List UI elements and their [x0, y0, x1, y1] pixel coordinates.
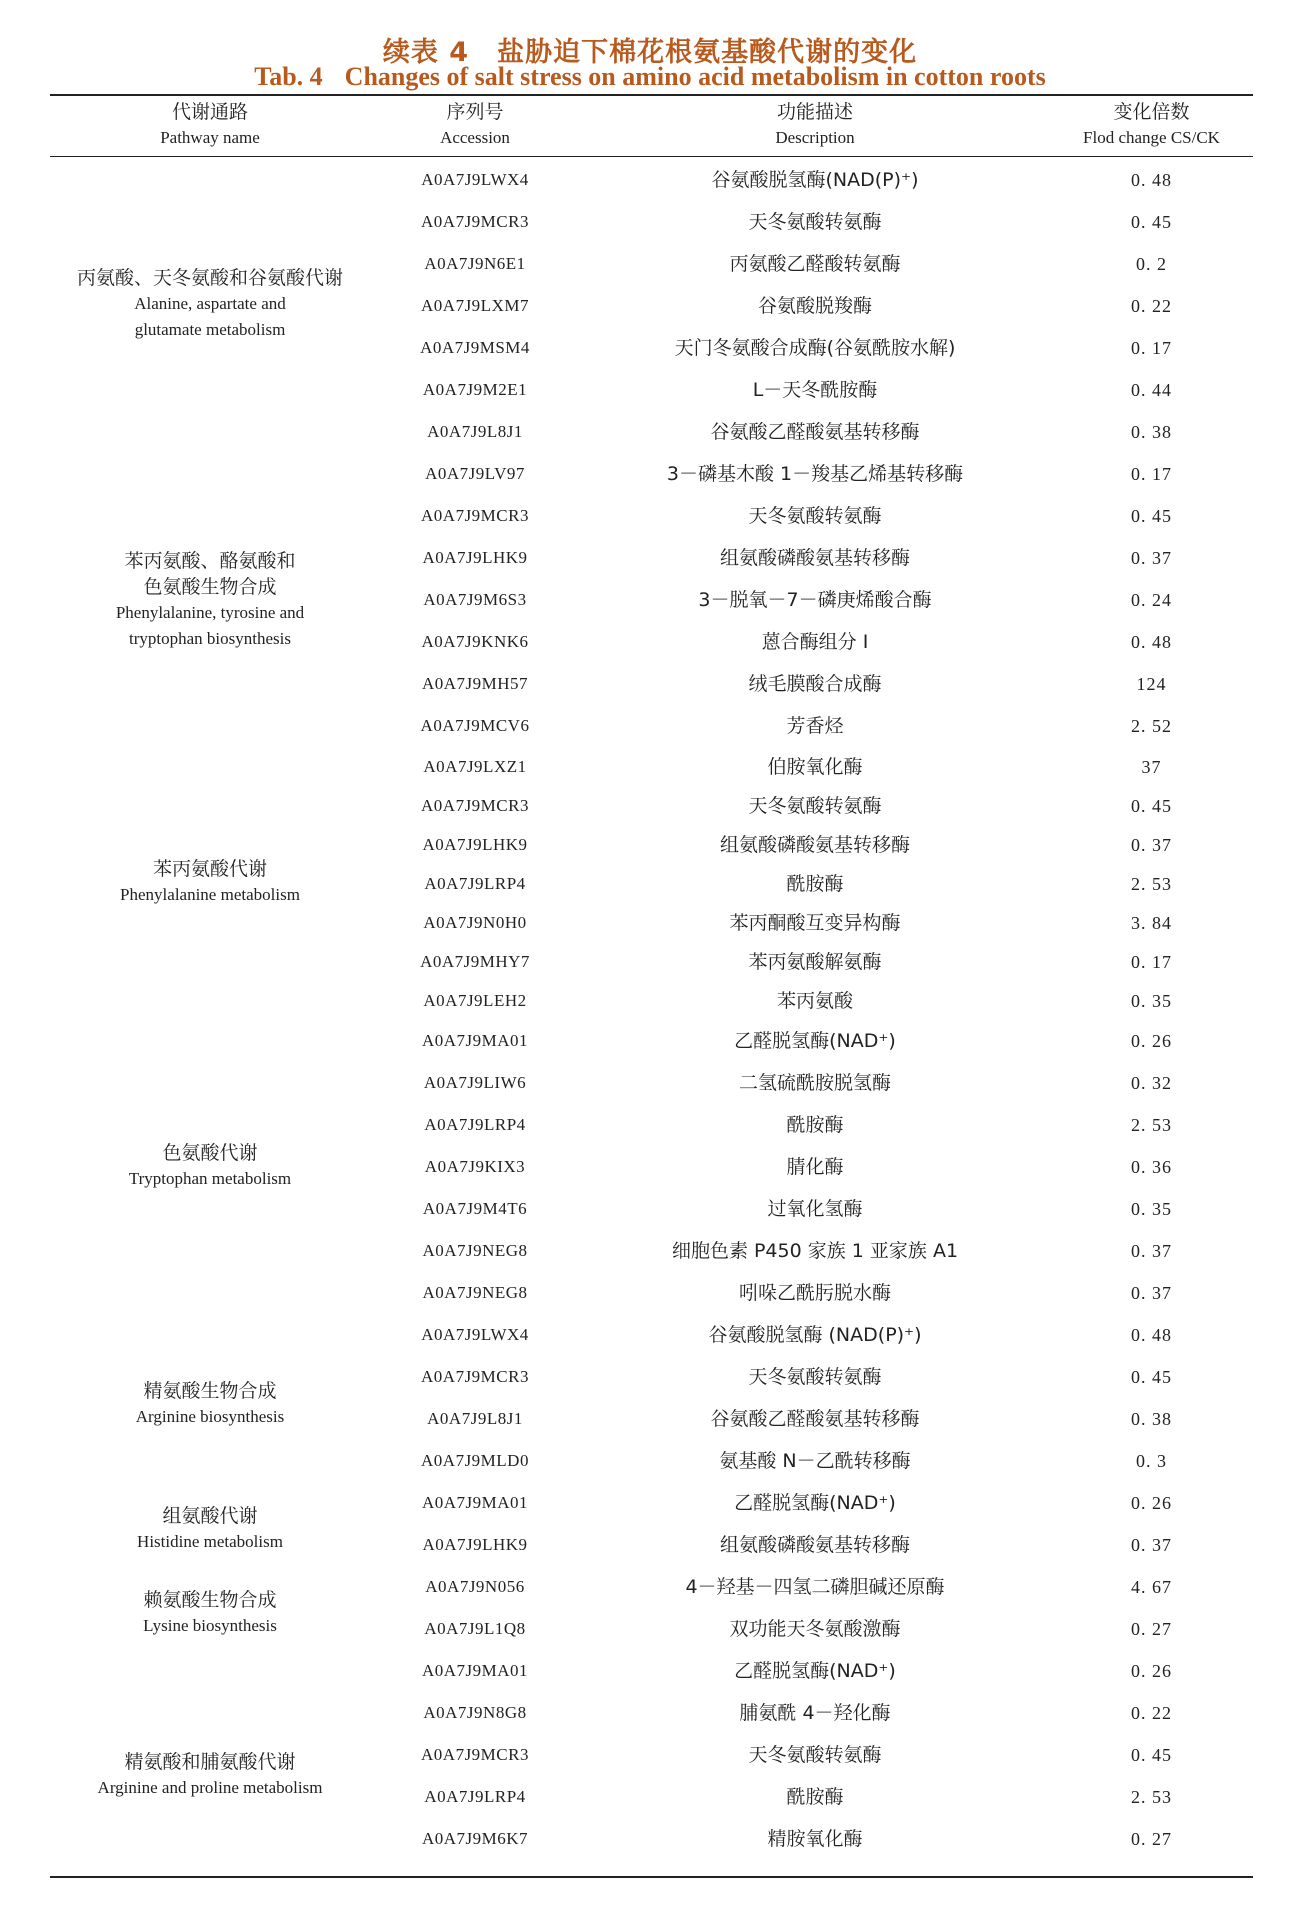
row-fold-change: 0. 17: [1131, 464, 1172, 484]
pathway-name-en: Histidine metabolism: [137, 1532, 283, 1551]
row-accession: A0A7J9LWX4: [421, 170, 529, 189]
pathway-label: [50, 265, 370, 343]
row-accession: A0A7J9LV97: [425, 464, 525, 483]
pathway-name-en: Phenylalanine, tyrosine and: [115, 603, 305, 622]
row-accession: A0A7J9MSM4: [420, 338, 530, 357]
row-description: 丙氨酸乙醛酸转氨酶: [729, 253, 901, 275]
row-description: 天冬氨酸转氨酶: [748, 1366, 882, 1388]
pathway-name-cn: 赖氨酸生物合成: [143, 1589, 277, 1611]
row-fold-change: 37: [1141, 757, 1162, 777]
row-fold-change: 0. 26: [1131, 1031, 1172, 1051]
row-fold-change: 3. 84: [1131, 913, 1172, 933]
row-fold-change: 0. 32: [1131, 1073, 1172, 1093]
row-description: 3－脱氧－7－磷庚烯酸合酶: [698, 589, 932, 611]
header-accession-en: Accession: [440, 128, 510, 147]
row-accession: A0A7J9MA01: [421, 1493, 529, 1512]
table-top-rule: [50, 94, 1253, 96]
row-accession: A0A7J9MH57: [421, 674, 529, 693]
row-fold-change: 0. 48: [1131, 1325, 1172, 1345]
row-description: 乙醛脱氢酶(NAD⁺): [734, 1030, 896, 1052]
row-accession: A0A7J9MLD0: [421, 1451, 529, 1470]
pathway-name-en: Phenylalanine metabolism: [120, 885, 300, 904]
row-description: 脯氨酰 4－羟化酶: [739, 1702, 891, 1724]
pathway-name-en: Tryptophan metabolism: [128, 1169, 292, 1188]
row-accession: A0A7J9KNK6: [421, 632, 529, 651]
row-description: 天冬氨酸转氨酶: [748, 505, 882, 527]
row-accession: A0A7J9MCR3: [421, 796, 529, 815]
row-description: 谷氨酸脱氢酶(NAD(P)⁺): [711, 169, 919, 191]
row-description: 苯丙酮酸互变异构酶: [729, 912, 901, 934]
row-accession: A0A7J9MCR3: [421, 1367, 529, 1386]
row-accession: A0A7J9LEH2: [423, 991, 527, 1010]
row-accession: A0A7J9NEG8: [422, 1283, 528, 1302]
row-description: 双功能天冬氨酸激酶: [729, 1618, 901, 1640]
row-fold-change: 0. 37: [1131, 1283, 1172, 1303]
row-description: 乙醛脱氢酶(NAD⁺): [734, 1660, 896, 1682]
pathway-label: [50, 1140, 370, 1192]
row-description: 细胞色素 P450 家族 1 亚家族 A1: [671, 1240, 959, 1262]
row-description: 酰胺酶: [786, 873, 844, 895]
row-fold-change: 0. 48: [1131, 632, 1172, 652]
header-accession-cn: 序列号: [446, 101, 504, 123]
row-description: 苯丙氨酸: [776, 990, 853, 1012]
header-pathway-cn: 代谢通路: [171, 101, 248, 123]
row-description: 4－羟基－四氢二磷胆碱还原酶: [685, 1576, 945, 1598]
row-description: 天冬氨酸转氨酶: [748, 795, 882, 817]
row-fold-change: 0. 45: [1131, 1745, 1172, 1765]
pathway-name-cn: 苯丙氨酸、酪氨酸和: [124, 550, 296, 572]
row-accession: A0A7J9N0H0: [423, 913, 527, 932]
row-accession: A0A7J9LIW6: [423, 1073, 527, 1092]
row-accession: A0A7J9LWX4: [421, 1325, 529, 1344]
row-fold-change: 2. 53: [1131, 874, 1172, 894]
row-fold-change: 0. 3: [1136, 1451, 1167, 1471]
row-fold-change: 0. 22: [1131, 296, 1172, 316]
row-description: 组氨酸磷酸氨基转移酶: [719, 834, 910, 856]
row-description: 伯胺氧化酶: [767, 756, 863, 778]
row-accession: A0A7J9LXM7: [421, 296, 529, 315]
row-accession: A0A7J9LRP4: [424, 1787, 526, 1806]
row-description: 天冬氨酸转氨酶: [748, 1744, 882, 1766]
pathway-name-cn: 苯丙氨酸代谢: [152, 858, 267, 880]
row-accession: A0A7J9LRP4: [424, 874, 526, 893]
pathway-name-en: Arginine and proline metabolism: [97, 1778, 323, 1797]
row-fold-change: 0. 37: [1131, 1535, 1172, 1555]
header-fold-change: [1050, 100, 1253, 150]
row-description: 蒽合酶组分 I: [761, 631, 869, 653]
table-bottom-rule: [50, 1876, 1253, 1878]
row-accession: A0A7J9N056: [425, 1577, 525, 1596]
row-fold-change: 0. 26: [1131, 1661, 1172, 1681]
row-description: 乙醛脱氢酶(NAD⁺): [734, 1492, 896, 1514]
pathway-name-en: Arginine biosynthesis: [135, 1407, 285, 1426]
header-fold-change-en: Flod change CS/CK: [1083, 128, 1220, 147]
row-description: 天门冬氨酸合成酶(谷氨酰胺水解): [674, 337, 956, 359]
row-description: 谷氨酸脱氢酶 (NAD(P)⁺): [708, 1324, 922, 1346]
header-description: [580, 100, 1050, 150]
table-caption-en: [0, 62, 1300, 92]
pathway-label: [50, 1587, 370, 1639]
row-accession: A0A7J9M4T6: [422, 1199, 528, 1218]
pathway-name-cn: 色氨酸代谢: [162, 1142, 258, 1164]
pathway-label: [50, 1503, 370, 1555]
row-description: 苯丙氨酸解氨酶: [748, 951, 882, 973]
row-accession: A0A7J9MHY7: [420, 952, 530, 971]
pathway-label: [50, 548, 370, 652]
pathway-name-en: Alanine, aspartate and: [134, 294, 286, 313]
row-fold-change: 0. 37: [1131, 835, 1172, 855]
row-fold-change: 0. 45: [1131, 506, 1172, 526]
row-fold-change: 0. 45: [1131, 212, 1172, 232]
pathway-name-cn: 丙氨酸、天冬氨酸和谷氨酸代谢: [76, 267, 343, 289]
row-description: 组氨酸磷酸氨基转移酶: [719, 547, 910, 569]
row-accession: A0A7J9L1Q8: [424, 1619, 526, 1638]
row-accession: A0A7J9L8J1: [427, 422, 523, 441]
row-description: 氨基酸 N－乙酰转移酶: [719, 1450, 911, 1472]
pathway-label: [50, 1378, 370, 1430]
table-number: Tab. 4: [254, 62, 323, 91]
row-fold-change: 0. 17: [1131, 338, 1172, 358]
row-fold-change: 0. 44: [1131, 380, 1172, 400]
row-fold-change: 0. 37: [1131, 548, 1172, 568]
pathway-name-en: glutamate metabolism: [134, 320, 286, 339]
row-accession: A0A7J9N6E1: [424, 254, 526, 273]
row-accession: A0A7J9L8J1: [427, 1409, 523, 1428]
row-description: 谷氨酸乙醛酸氨基转移酶: [710, 1408, 920, 1430]
row-description: 组氨酸磷酸氨基转移酶: [719, 1534, 910, 1556]
table-caption-cn: 续表 4 盐胁迫下棉花根氨基酸代谢的变化: [382, 37, 918, 68]
row-description: 酰胺酶: [786, 1114, 844, 1136]
row-fold-change: 2. 52: [1131, 716, 1172, 736]
pathway-name-cn: 色氨酸生物合成: [143, 576, 277, 598]
row-fold-change: 0. 22: [1131, 1703, 1172, 1723]
header-pathway: [50, 100, 370, 150]
row-fold-change: 0. 2: [1136, 254, 1167, 274]
row-accession: A0A7J9M2E1: [422, 380, 528, 399]
pathway-label: [50, 856, 370, 908]
row-accession: A0A7J9LHK9: [422, 1535, 528, 1554]
row-description: 谷氨酸乙醛酸氨基转移酶: [710, 421, 920, 443]
row-description: 酰胺酶: [786, 1786, 844, 1808]
row-accession: A0A7J9LHK9: [422, 548, 528, 567]
row-fold-change: 0. 27: [1131, 1829, 1172, 1849]
row-description: 绒毛膜酸合成酶: [748, 673, 882, 695]
pathway-name-cn: 组氨酸代谢: [162, 1505, 258, 1527]
row-accession: A0A7J9MCV6: [420, 716, 530, 735]
row-fold-change: 0. 38: [1131, 422, 1172, 442]
row-fold-change: 124: [1136, 674, 1167, 694]
row-fold-change: 0. 17: [1131, 952, 1172, 972]
row-fold-change: 0. 36: [1131, 1157, 1172, 1177]
row-fold-change: 2. 53: [1131, 1787, 1172, 1807]
row-description: 谷氨酸脱羧酶: [757, 295, 872, 317]
header-accession: [370, 100, 580, 150]
pathway-name-en: Lysine biosynthesis: [143, 1616, 277, 1635]
row-description: 吲哚乙酰肟脱水酶: [738, 1282, 891, 1304]
row-accession: A0A7J9MCR3: [421, 506, 529, 525]
row-accession: A0A7J9MA01: [421, 1031, 529, 1050]
row-accession: A0A7J9M6K7: [421, 1829, 529, 1848]
row-fold-change: 0. 45: [1131, 796, 1172, 816]
pathway-name-cn: 精氨酸和脯氨酸代谢: [124, 1751, 296, 1773]
header-description-en: Description: [775, 128, 855, 147]
row-accession: A0A7J9MCR3: [421, 212, 529, 231]
row-description: L－天冬酰胺酶: [752, 379, 878, 401]
row-fold-change: 2. 53: [1131, 1115, 1172, 1135]
row-accession: A0A7J9LXZ1: [423, 757, 527, 776]
pathway-name-cn: 精氨酸生物合成: [143, 1380, 277, 1402]
row-fold-change: 0. 48: [1131, 170, 1172, 190]
row-accession: A0A7J9MCR3: [421, 1745, 529, 1764]
row-accession: A0A7J9KIX3: [424, 1157, 526, 1176]
row-description: 精胺氧化酶: [767, 1828, 863, 1850]
row-description: 3－磷基木酸 1－羧基乙烯基转移酶: [666, 463, 964, 485]
pathway-label: [50, 1749, 370, 1801]
row-accession: A0A7J9LHK9: [422, 835, 528, 854]
table-header-rule: [50, 156, 1253, 157]
row-description: 腈化酶: [786, 1156, 844, 1178]
row-fold-change: 0. 38: [1131, 1409, 1172, 1429]
row-fold-change: 0. 35: [1131, 1199, 1172, 1219]
row-fold-change: 4. 67: [1131, 1577, 1172, 1597]
row-accession: A0A7J9NEG8: [422, 1241, 528, 1260]
row-fold-change: 0. 35: [1131, 991, 1172, 1011]
row-fold-change: 0. 27: [1131, 1619, 1172, 1639]
row-fold-change: 0. 45: [1131, 1367, 1172, 1387]
row-accession: A0A7J9M6S3: [423, 590, 527, 609]
row-description: 过氧化氢酶: [767, 1198, 863, 1220]
pathway-name-en: tryptophan biosynthesis: [129, 629, 291, 648]
row-accession: A0A7J9LRP4: [424, 1115, 526, 1134]
row-accession: A0A7J9N8G8: [423, 1703, 527, 1722]
header-description-cn: 功能描述: [776, 101, 853, 123]
row-description: 天冬氨酸转氨酶: [748, 211, 882, 233]
row-fold-change: 0. 24: [1131, 590, 1172, 610]
header-pathway-en: Pathway name: [160, 128, 260, 147]
header-fold-change-cn: 变化倍数: [1113, 101, 1190, 123]
row-description: 芳香烃: [786, 715, 844, 737]
row-accession: A0A7J9MA01: [421, 1661, 529, 1680]
row-fold-change: 0. 26: [1131, 1493, 1172, 1513]
table-title-en: Changes of salt stress on amino acid metabolism in cotton roots: [344, 62, 1046, 91]
row-fold-change: 0. 37: [1131, 1241, 1172, 1261]
row-description: 二氢硫酰胺脱氢酶: [738, 1072, 891, 1094]
